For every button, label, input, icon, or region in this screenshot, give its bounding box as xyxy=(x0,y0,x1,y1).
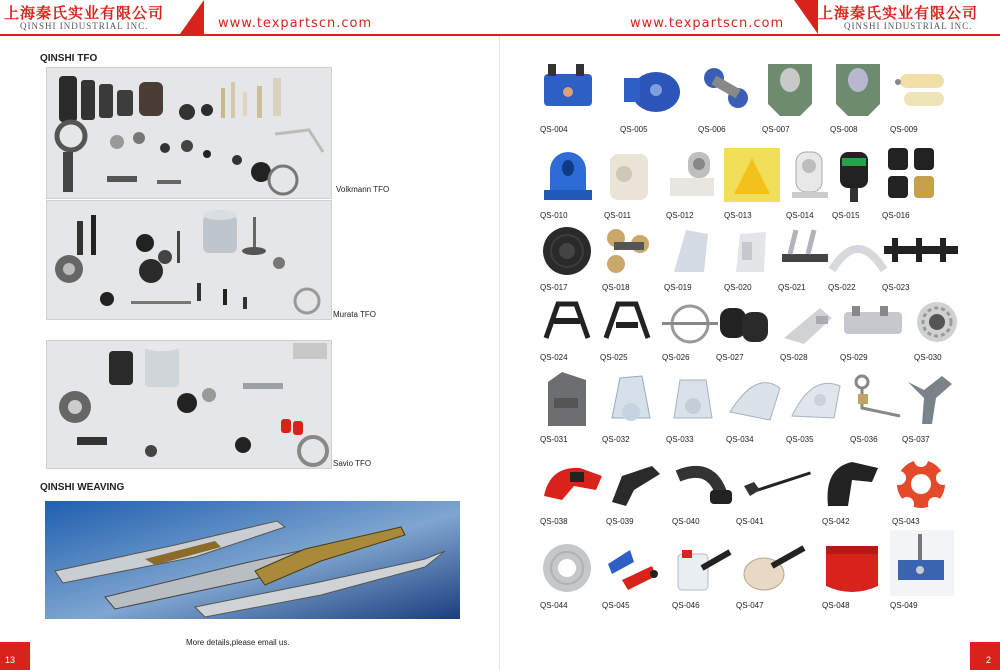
product-code: QS-020 xyxy=(724,283,752,292)
right-corner-fill xyxy=(970,642,1000,670)
product-code: QS-045 xyxy=(602,601,630,610)
product-code: QS-037 xyxy=(902,435,930,444)
left-header-line xyxy=(0,34,500,36)
left-page-number: 13 xyxy=(5,655,16,665)
product-qs-005[interactable] xyxy=(620,60,684,134)
qs-041-image xyxy=(736,456,814,512)
qs-025-image xyxy=(600,298,654,348)
photo-volkmann-tfo xyxy=(46,67,332,199)
product-code: QS-011 xyxy=(604,211,631,220)
qs-027-image xyxy=(716,298,772,348)
product-qs-041[interactable] xyxy=(736,456,816,526)
label-murata-tfo: Murata TFO xyxy=(333,310,376,319)
qs-021-image xyxy=(778,224,832,278)
left-header-corner xyxy=(180,0,204,34)
murata-parts-illustration xyxy=(47,201,331,319)
qs-010-image xyxy=(540,144,596,206)
product-qs-004[interactable] xyxy=(540,60,602,134)
qs-028-image xyxy=(780,298,836,348)
weaving-rapier-illustration xyxy=(45,501,460,619)
qs-034-image xyxy=(726,368,784,430)
product-qs-043[interactable] xyxy=(892,456,954,526)
qs-020-image xyxy=(724,224,778,278)
product-qs-022[interactable] xyxy=(828,224,890,292)
product-code: QS-012 xyxy=(666,211,694,220)
product-code: QS-040 xyxy=(672,517,700,526)
product-code: QS-030 xyxy=(914,353,942,362)
product-qs-015[interactable] xyxy=(832,144,882,220)
product-qs-023[interactable] xyxy=(882,224,962,292)
section-title-tfo: QINSHI TFO xyxy=(40,53,98,64)
qs-032-image xyxy=(602,368,660,430)
product-qs-028[interactable] xyxy=(780,298,838,362)
qs-004-image xyxy=(540,60,598,120)
qs-019-image xyxy=(664,224,718,278)
qs-047-image xyxy=(736,540,808,596)
product-qs-042[interactable] xyxy=(822,456,884,526)
product-qs-007[interactable] xyxy=(762,60,818,134)
qs-033-image xyxy=(666,368,720,430)
page-fold xyxy=(499,36,500,670)
product-code: QS-025 xyxy=(600,353,628,362)
product-qs-025[interactable] xyxy=(600,298,658,362)
product-code: QS-042 xyxy=(822,517,850,526)
product-code: QS-038 xyxy=(540,517,568,526)
qs-040-image xyxy=(672,456,734,512)
product-qs-035[interactable] xyxy=(786,368,846,444)
product-code: QS-017 xyxy=(540,283,568,292)
product-qs-036[interactable] xyxy=(850,368,908,444)
product-code: QS-013 xyxy=(724,211,752,220)
qs-005-image xyxy=(620,60,688,120)
qs-045-image xyxy=(602,540,662,596)
product-qs-047[interactable] xyxy=(736,540,810,610)
product-qs-030[interactable] xyxy=(914,298,962,362)
product-code: QS-021 xyxy=(778,283,806,292)
product-qs-048[interactable] xyxy=(822,540,884,610)
left-brand-en: QINSHI INDUSTRIAL INC. xyxy=(20,21,149,31)
photo-murata-tfo xyxy=(46,200,332,320)
product-code: QS-008 xyxy=(830,125,858,134)
right-page-number: 2 xyxy=(986,655,992,665)
product-qs-029[interactable] xyxy=(840,298,910,362)
qs-043-image xyxy=(892,456,950,512)
product-code: QS-044 xyxy=(540,601,568,610)
qs-049-image xyxy=(890,530,954,596)
product-code: QS-016 xyxy=(882,211,910,220)
product-qs-033[interactable] xyxy=(666,368,724,444)
qs-017-image xyxy=(540,224,594,278)
product-code: QS-036 xyxy=(850,435,878,444)
product-qs-020[interactable] xyxy=(724,224,782,292)
product-code: QS-047 xyxy=(736,601,764,610)
product-code: QS-033 xyxy=(666,435,694,444)
qs-009-image xyxy=(890,60,954,120)
label-volkmann-tfo: Volkmann TFO xyxy=(336,185,390,194)
right-header-line xyxy=(500,34,1000,36)
product-code: QS-022 xyxy=(828,283,856,292)
product-qs-012[interactable] xyxy=(666,144,722,220)
product-qs-006[interactable] xyxy=(698,60,754,134)
product-code: QS-004 xyxy=(540,125,568,134)
qs-037-image xyxy=(902,368,958,430)
product-qs-011[interactable] xyxy=(604,144,660,220)
qs-016-image xyxy=(882,144,942,206)
right-url[interactable]: www.texpartscn.com xyxy=(630,16,785,31)
product-qs-032[interactable] xyxy=(602,368,664,444)
qs-048-image xyxy=(822,540,882,596)
product-qs-045[interactable] xyxy=(602,540,664,610)
product-row-4 xyxy=(540,298,960,368)
product-row-3 xyxy=(540,224,960,300)
qs-038-image xyxy=(540,456,606,512)
qs-013-image xyxy=(724,144,780,206)
product-qs-046[interactable] xyxy=(672,540,736,610)
product-qs-027[interactable] xyxy=(716,298,774,362)
qs-011-image xyxy=(604,144,654,206)
product-qs-010[interactable] xyxy=(540,144,598,220)
product-qs-037[interactable] xyxy=(902,368,960,444)
qs-015-image xyxy=(832,144,878,206)
product-code: QS-035 xyxy=(786,435,814,444)
product-code: QS-027 xyxy=(716,353,744,362)
product-code: QS-039 xyxy=(606,517,634,526)
qs-030-image xyxy=(914,298,960,348)
product-code: QS-046 xyxy=(672,601,700,610)
qs-018-image xyxy=(602,224,656,278)
product-code: QS-010 xyxy=(540,211,568,220)
right-brand-cn: 上海秦氏实业有限公司 xyxy=(818,4,979,22)
product-code: QS-005 xyxy=(620,125,648,134)
right-brand-en: QINSHI INDUSTRIAL INC. xyxy=(844,21,973,31)
product-qs-026[interactable] xyxy=(662,298,720,362)
product-qs-049[interactable] xyxy=(890,530,956,610)
product-row-2 xyxy=(540,144,960,224)
product-qs-009[interactable] xyxy=(890,60,954,134)
qs-044-image xyxy=(540,540,594,596)
product-qs-016[interactable] xyxy=(882,144,944,220)
product-code: QS-015 xyxy=(832,211,860,220)
product-code: QS-026 xyxy=(662,353,690,362)
savio-parts-illustration xyxy=(47,341,331,468)
qs-012-image xyxy=(666,144,722,206)
right-header xyxy=(500,0,1000,40)
right-header-corner xyxy=(794,0,818,34)
label-savio-tfo: Savio TFO xyxy=(333,459,372,468)
volkmann-parts-illustration xyxy=(47,68,331,198)
product-qs-044[interactable] xyxy=(540,540,598,610)
qs-046-image xyxy=(672,540,734,596)
qs-014-image xyxy=(786,144,834,206)
product-code: QS-009 xyxy=(890,125,918,134)
product-code: QS-023 xyxy=(882,283,910,292)
product-qs-018[interactable] xyxy=(602,224,660,292)
product-qs-031[interactable] xyxy=(540,368,598,444)
left-url[interactable]: www.texpartscn.com xyxy=(218,16,373,31)
photo-savio-tfo xyxy=(46,340,332,469)
qs-039-image xyxy=(606,456,664,512)
product-code: QS-007 xyxy=(762,125,790,134)
product-row-6 xyxy=(540,452,960,532)
qs-022-image xyxy=(828,224,888,278)
section-title-weaving: QINSHI WEAVING xyxy=(40,482,125,493)
qs-024-image xyxy=(540,298,594,348)
qs-026-image xyxy=(662,298,718,348)
qs-031-image xyxy=(540,368,594,430)
product-code: QS-018 xyxy=(602,283,630,292)
product-qs-017[interactable] xyxy=(540,224,598,292)
left-brand-cn: 上海秦氏实业有限公司 xyxy=(4,4,165,22)
qs-006-image xyxy=(698,60,754,120)
product-qs-019[interactable] xyxy=(664,224,722,292)
product-code: QS-006 xyxy=(698,125,726,134)
product-qs-038[interactable] xyxy=(540,456,606,526)
product-code: QS-049 xyxy=(890,601,918,610)
qs-042-image xyxy=(822,456,882,512)
product-code: QS-032 xyxy=(602,435,630,444)
product-code: QS-041 xyxy=(736,517,764,526)
product-code: QS-019 xyxy=(664,283,692,292)
photo-weaving-parts xyxy=(45,501,460,619)
qs-007-image xyxy=(762,60,818,120)
product-qs-040[interactable] xyxy=(672,456,736,526)
footer-note: More details,please email us. xyxy=(186,638,290,647)
qs-036-image xyxy=(850,368,908,430)
product-row-5 xyxy=(540,368,960,448)
product-qs-008[interactable] xyxy=(830,60,886,134)
qs-035-image xyxy=(786,368,846,430)
product-code: QS-029 xyxy=(840,353,868,362)
product-qs-039[interactable] xyxy=(606,456,666,526)
product-code: QS-048 xyxy=(822,601,850,610)
product-code: QS-031 xyxy=(540,435,568,444)
product-qs-024[interactable] xyxy=(540,298,598,362)
product-qs-013[interactable] xyxy=(724,144,780,220)
product-code: QS-014 xyxy=(786,211,814,220)
qs-023-image xyxy=(882,224,960,278)
product-code: QS-024 xyxy=(540,353,568,362)
product-row-1 xyxy=(540,60,960,140)
qs-008-image xyxy=(830,60,886,120)
product-qs-014[interactable] xyxy=(786,144,836,220)
left-header xyxy=(0,0,500,40)
product-qs-034[interactable] xyxy=(726,368,784,444)
qs-029-image xyxy=(840,298,906,348)
product-row-7 xyxy=(540,530,960,610)
product-code: QS-028 xyxy=(780,353,808,362)
product-code: QS-043 xyxy=(892,517,920,526)
product-code: QS-034 xyxy=(726,435,754,444)
